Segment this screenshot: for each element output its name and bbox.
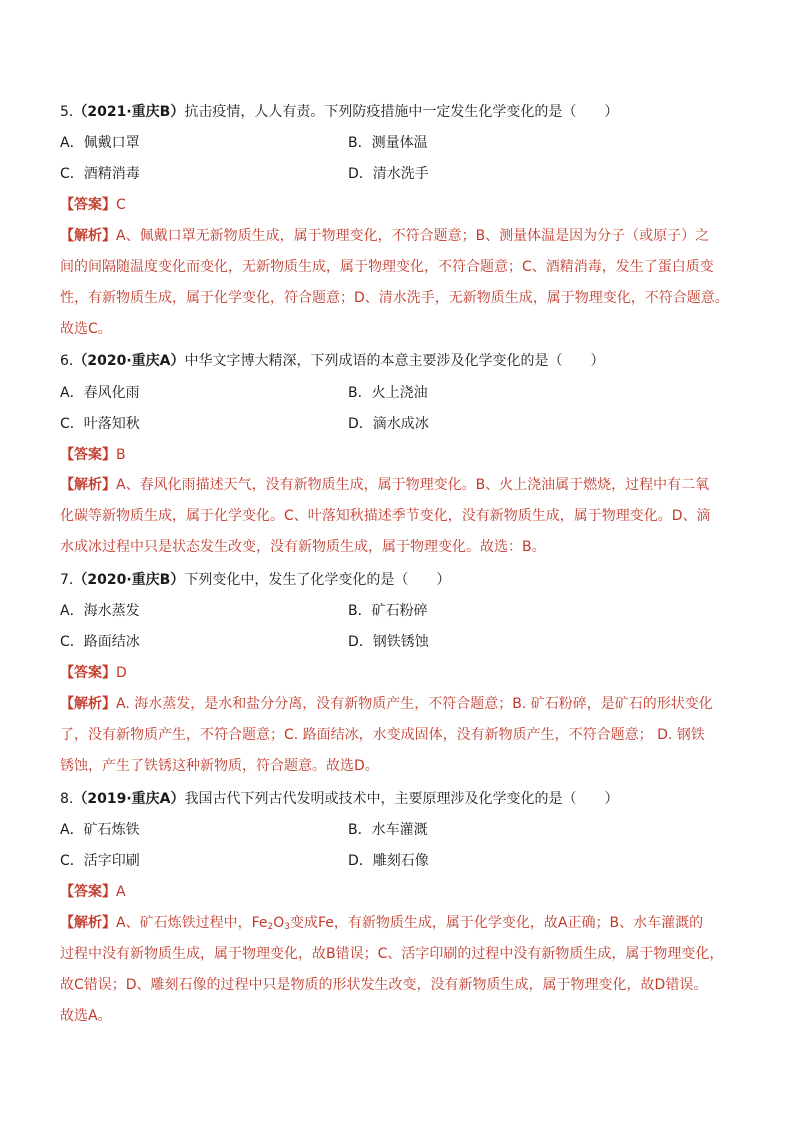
analysis-line: 锈蚀，产生了铁锈这种新物质，符合题意。故选D。 [60,758,379,774]
option-a: A．佩戴口罩 [60,135,140,151]
chemical-formula: $Fe_2O_3$ [251,915,290,932]
question-8-stem [60,789,740,809]
question-number: 5. [60,104,74,120]
question-text: 中华文字博大精深，下列成语的本意主要涉及化学变化的是（ ） [184,353,605,369]
question-source: （2019·重庆A） [73,791,185,807]
question-text: 我国古代下列古代发明或技术中，主要原理涉及化学变化的是（ ） [184,791,619,807]
option-b: B．水车灌溉 [348,822,428,838]
answer-label: 【答案】 [60,197,116,213]
option-a: A．矿石炼铁 [60,822,140,838]
analysis-line [60,221,736,252]
option-c: C．活字印刷 [60,853,140,869]
option-a: A．春风化雨 [60,385,140,401]
question-text: 抗击疫情，人人有责。下列防疫措施中一定发生化学变化的是（ ） [184,104,619,120]
answer-value: C [116,197,126,213]
analysis-text: A、佩戴口罩无新物质生成，属于物理变化，不符合题意；B、测量体温是因为分子（或原子）之 [116,228,710,244]
analysis-label: 【解析】 [60,696,116,712]
option-c: C．酒精消毒 [60,166,140,182]
answer-line [60,882,126,902]
analysis-line [60,908,736,939]
analysis-line: 故选A。 [60,1008,112,1024]
question-source: （2020·重庆A） [73,353,185,369]
question-number: 6. [60,353,74,369]
option-a: A．海水蒸发 [60,603,140,619]
option-d: D．雕刻石像 [348,853,429,869]
analysis-line: 间的间隔随温度变化而变化，无新物质生成，属于物理变化，不符合题意；C、酒精消毒，发生了蛋白质变 [60,259,714,275]
analysis-line: 水成冰过程中只是状态发生改变，没有新物质生成，属于物理变化。故选：B。 [60,539,546,555]
option-b: B．火上浇油 [348,385,428,401]
analysis-text: A、春风化雨描述天气，没有新物质生成，属于物理变化。B、火上浇油属于燃烧，过程中有二氧 [116,477,710,493]
question-6-stem [60,351,740,371]
answer-value: A [116,884,126,900]
answer-line [60,663,127,683]
option-c: C．路面结冰 [60,634,140,650]
analysis-text-pre: A、矿石炼铁过程中， [116,915,252,931]
option-b: B．矿石粉碎 [348,603,428,619]
analysis-line: 化碳等新物质生成，属于化学变化。C、叶落知秋描述季节变化，没有新物质生成，属于物理变化。D、滴 [60,508,711,524]
analysis-line: 性，有新物质生成，属于化学变化，符合题意；D、清水洗手，无新物质生成，属于物理变化，不符合题意。 [60,290,729,306]
option-d: D．滴水成冰 [348,416,429,432]
answer-label: 【答案】 [60,447,116,463]
answer-line [60,445,126,465]
question-5-stem [60,102,740,122]
answer-value: D [116,665,127,681]
question-number: 8. [60,791,74,807]
answer-value: B [116,447,126,463]
option-d: D．清水洗手 [348,166,429,182]
answer-label: 【答案】 [60,884,116,900]
question-source: （2021·重庆B） [73,104,185,120]
answer-line [60,195,126,215]
analysis-line: 过程中没有新物质生成，属于物理变化，故B错误；C、活字印刷的过程中没有新物质生成，属于物理变化， [60,946,724,962]
analysis-line: 故选C。 [60,321,112,337]
analysis-label: 【解析】 [60,915,116,931]
option-b: B．测量体温 [348,135,428,151]
analysis-label: 【解析】 [60,228,116,244]
analysis-line: 故C错误；D、雕刻石像的过程中只是物质的形状发生改变，没有新物质生成，属于物理变化，故D错误。 [60,977,708,993]
option-c: C．叶落知秋 [60,416,140,432]
question-7-stem [60,570,740,590]
question-number: 7. [60,572,74,588]
analysis-text-post: 变成Fe，有新物质生成，属于化学变化，故A正确；B、水车灌溉的 [290,915,704,931]
question-source: （2020·重庆B） [73,572,185,588]
analysis-line: 了，没有新物质产生，不符合题意；C. 路面结冰，水变成固体，没有新物质产生，不符合题意； D. 钢铁 [60,727,705,743]
question-text: 下列变化中，发生了化学变化的是（ ） [184,572,451,588]
option-d: D．钢铁锈蚀 [348,634,429,650]
analysis-line [60,689,736,720]
analysis-line [60,470,736,501]
analysis-label: 【解析】 [60,477,116,493]
answer-label: 【答案】 [60,665,116,681]
analysis-text: A. 海水蒸发，是水和盐分分离，没有新物质产生，不符合题意；B. 矿石粉碎，是矿石的形状变化 [116,696,713,712]
